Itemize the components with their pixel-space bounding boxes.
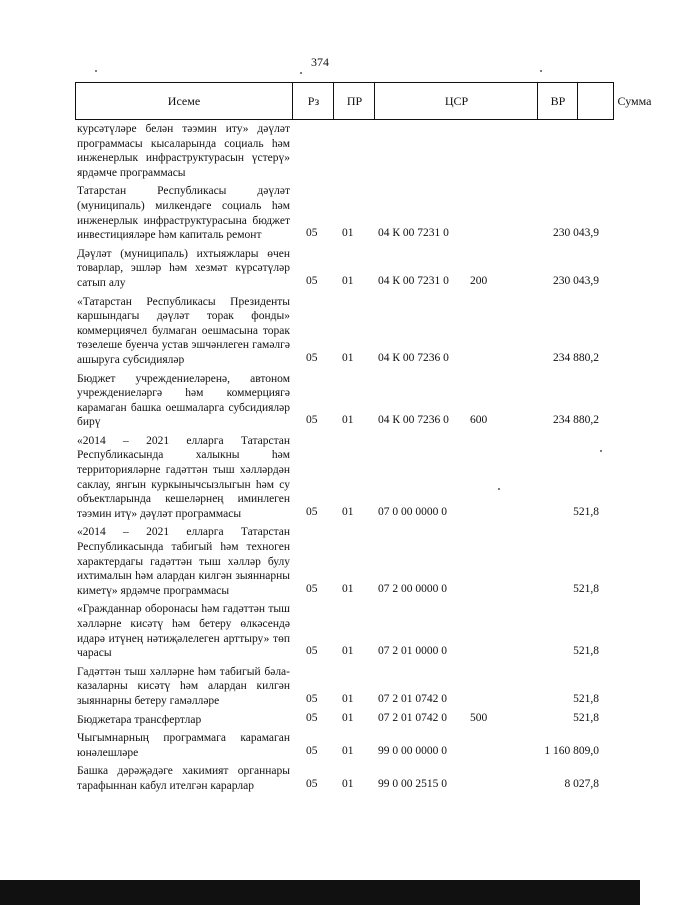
row-csr: 99 0 00 2515 0 [378, 777, 447, 790]
row-rz: 05 [306, 227, 318, 240]
row-csr: 07 2 01 0742 0 [378, 692, 447, 705]
row-csr: 04 К 00 7236 0 [378, 351, 449, 364]
row-name: «2014 – 2021 елларга Татарстан Республикасында халыкны һәм территорияләрне гадәттән тыш хәлләрдән саклау, янгын куркынычсызлыгын һәм су объектларында кешеләрнең иминлеген тәэмин итү» дәүләт программасы [77, 434, 290, 520]
scan-edge-bar [0, 880, 640, 905]
header-vr: ВР [537, 83, 578, 119]
row-name: курсәтүләре белән тәэмин иту» дәүләт программасы кысаларында социаль һәм инженерлык инфраструктурасын үстерү» ярдәмче программасы [77, 123, 290, 179]
row-csr: 04 К 00 7231 0 [378, 227, 449, 240]
row-name: Бюджетара трансфертлар [77, 713, 202, 726]
row-pr: 01 [342, 505, 354, 518]
scan-speck [600, 450, 602, 452]
table-row [0, 600, 640, 662]
row-pr: 01 [342, 744, 354, 757]
row-rz: 05 [306, 274, 318, 287]
row-rz: 05 [306, 505, 318, 518]
row-sum: 521,8 [573, 711, 599, 724]
table-header [75, 82, 652, 120]
row-sum: 234 880,2 [553, 414, 599, 427]
row-sum: 521,8 [573, 582, 599, 595]
row-rz: 05 [306, 582, 318, 595]
row-pr: 01 [342, 582, 354, 595]
row-name: Гадәттән тыш хәлләрне һәм табигый бәла-казаларны кисәтү һәм алардан килгән зыяннарны бетеру гамәлләре [77, 665, 290, 707]
row-sum: 521,8 [573, 505, 599, 518]
table-body [0, 120, 640, 796]
row-csr: 07 2 01 0742 0 [378, 711, 447, 724]
row-csr: 04 К 00 7231 0 [378, 274, 449, 287]
row-rz: 05 [306, 711, 318, 724]
row-name: «2014 – 2021 елларга Татарстан Республикасында табигый һәм техноген характердагы гадәттән тыш хәлләр булу ихтималын һәм алардан килгән зыяннарны киметү» ярдәмче программасы [77, 526, 290, 597]
row-sum: 521,8 [573, 692, 599, 705]
table-row [0, 762, 640, 795]
row-pr: 01 [342, 692, 354, 705]
row-sum: 521,8 [573, 645, 599, 658]
row-csr: 07 2 01 0000 0 [378, 645, 447, 658]
row-pr: 01 [342, 274, 354, 287]
row-name: «Гражданнар оборонасы һәм гадәттән тыш хәлләрне кисәтү һәм бетеру өлкәсендә идарә итүнең нәтиҗәлелеген арттыру» төп чарасы [77, 603, 290, 660]
page-number: 374 [311, 55, 329, 69]
row-csr: 04 К 00 7236 0 [378, 414, 449, 427]
row-rz: 05 [306, 414, 318, 427]
table-row [0, 182, 640, 244]
row-pr: 01 [342, 227, 354, 240]
row-vr: 200 [470, 274, 488, 287]
row-sum: 230 043,9 [553, 274, 599, 287]
row-sum: 1 160 809,0 [544, 744, 599, 757]
header-pr: ПР [333, 83, 375, 119]
header-csr: ЦСР [374, 83, 538, 119]
row-csr: 99 0 00 0000 0 [378, 744, 447, 757]
row-name: «Татарстан Республикасы Президенты каршындагы дәүләт торак фонды» коммерциячел булмаган оешмасына торак төзелеше буенча устав эшчәнлеген гамәлгә ашыруга субсидияләр [77, 295, 290, 366]
row-rz: 05 [306, 351, 318, 364]
row-sum: 234 880,2 [553, 351, 599, 364]
table-row [0, 523, 640, 600]
table-row [0, 293, 640, 370]
table-row [0, 245, 640, 293]
header-name: Исеме [167, 94, 201, 108]
row-rz: 05 [306, 692, 318, 705]
table-row [0, 663, 640, 711]
row-sum: 8 027,8 [564, 777, 599, 790]
row-rz: 05 [306, 744, 318, 757]
table-row [0, 120, 640, 182]
table-row [0, 711, 640, 730]
row-name: Чыгымнарның программага карамаган юнәлешләре [77, 732, 290, 759]
table-row [0, 432, 640, 524]
row-pr: 01 [342, 777, 354, 790]
header-rz: Рз [292, 83, 334, 119]
row-rz: 05 [306, 777, 318, 790]
row-pr: 01 [342, 351, 354, 364]
row-pr: 01 [342, 711, 354, 724]
row-name: Бюджет учреждениеләренә, автоном учреждениеләргә һәм коммерциягә карамаган башка оешмаларга субсидияләр бирү [77, 372, 290, 429]
row-pr: 01 [342, 645, 354, 658]
table-row [0, 370, 640, 432]
scan-speck [95, 70, 97, 72]
scan-speck [540, 70, 542, 72]
header-sum: Сумма [577, 83, 691, 119]
row-rz: 05 [306, 645, 318, 658]
row-vr: 500 [470, 711, 488, 724]
row-sum: 230 043,9 [553, 227, 599, 240]
row-csr: 07 0 00 0000 0 [378, 505, 447, 518]
row-vr: 600 [470, 414, 488, 427]
row-pr: 01 [342, 414, 354, 427]
row-csr: 07 2 00 0000 0 [378, 582, 447, 595]
table-row [0, 729, 640, 762]
row-name: Дәүләт (муниципаль) ихтыяжлары өчен товарлар, эшләр һәм хезмәт күрсәтүләр сатып алу [77, 247, 290, 289]
row-name: Татарстан Республикасы дәүләт (муниципаль) милкендәге социаль һәм инженерлык инфраструктурасына бюджет инвестицияләре һәм капиталь ремонт [77, 185, 290, 242]
scan-speck [498, 488, 500, 490]
scan-speck [300, 72, 302, 74]
row-name: Башка дәрәҗәдәге хакимият органнары тарафыннан кабул ителгән карарлар [77, 765, 290, 792]
